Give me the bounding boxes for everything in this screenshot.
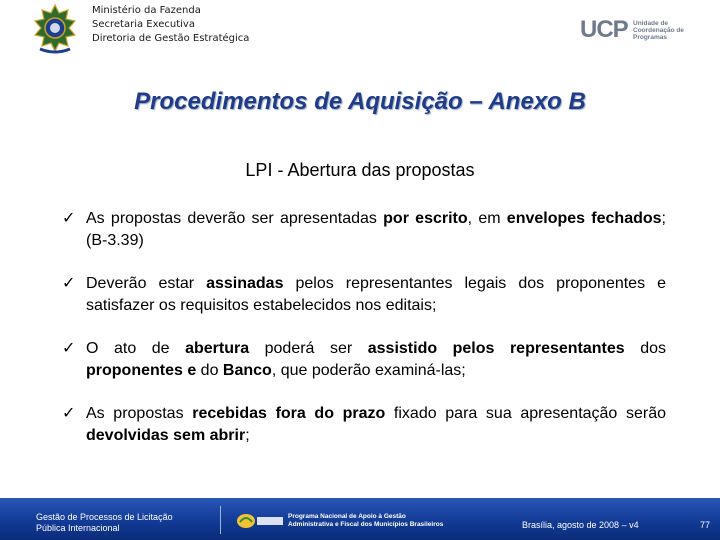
slide-footer xyxy=(0,498,720,540)
bullet-emphasis: assistido pelos representantes xyxy=(367,340,625,357)
slide-title: Procedimentos de Aquisição – Anexo B xyxy=(134,88,586,115)
bullet-text: ; xyxy=(245,427,250,444)
bullet-emphasis: abertura xyxy=(185,340,250,357)
ucp-sub-line: Programas xyxy=(633,34,667,41)
bullet-item xyxy=(62,273,666,317)
checkmark-icon: ✓ xyxy=(62,275,76,292)
bullet-item xyxy=(62,338,666,382)
bullet-text: Deverão estar xyxy=(86,275,207,292)
ucp-sub-line: Coordenação de xyxy=(633,27,684,34)
slide-header xyxy=(0,0,720,62)
footer-course-line: Pública Internacional xyxy=(36,523,120,533)
bullet-text: ; (B-3.39) xyxy=(86,210,666,249)
bullet-emphasis: recebidas fora do prazo xyxy=(192,405,386,422)
footer-date: Brasília, agosto de 2008 – v4 xyxy=(522,520,639,530)
ucp-logo-word: UCP xyxy=(580,16,628,43)
bullet-text: As propostas deverão ser apresentadas xyxy=(86,210,384,227)
checkmark-icon: ✓ xyxy=(62,210,76,227)
pnafm-logo-icon xyxy=(236,512,284,530)
bullet-text: poderá ser xyxy=(249,340,368,357)
footer-program-name xyxy=(288,513,443,529)
bullet-text: do xyxy=(196,362,223,379)
footer-program-line: Administrativa e Fiscal dos Municípios Brasileiros xyxy=(288,521,444,528)
bullet-text: pelos representantes legais dos proponentes e satisfazer os requisitos estabelecidos nos editais; xyxy=(86,275,666,314)
bullet-text: , em xyxy=(467,210,507,227)
checkmark-icon: ✓ xyxy=(62,405,76,422)
bullet-emphasis: assinadas xyxy=(206,275,284,292)
checkmark-icon: ✓ xyxy=(62,340,76,357)
bullet-emphasis: proponentes e xyxy=(86,362,197,379)
bullet-list xyxy=(62,208,666,468)
bullet-text: fixado para sua apresentação serão xyxy=(385,405,666,422)
ucp-logo-icon xyxy=(580,16,690,46)
footer-program-line: Programa Nacional de Apoio à Gestão xyxy=(288,513,406,520)
ministry-text xyxy=(92,4,249,46)
footer-course-title xyxy=(36,512,173,534)
ministry-line: Diretoria de Gestão Estratégica xyxy=(92,33,250,44)
ministry-line: Ministério da Fazenda xyxy=(92,5,201,16)
bullet-emphasis: envelopes fechados xyxy=(506,210,662,227)
ucp-logo-subtitle xyxy=(633,20,684,41)
footer-course-line: Gestão de Processos de Licitação xyxy=(36,512,173,522)
bullet-text: O ato de xyxy=(86,340,186,357)
bullet-emphasis: por escrito xyxy=(383,210,468,227)
coat-of-arms-icon xyxy=(30,3,80,55)
bullet-text: As propostas xyxy=(86,405,193,422)
ministry-line: Secretaria Executiva xyxy=(92,19,195,30)
page-number: 77 xyxy=(700,520,711,530)
ucp-sub-line: Unidade de xyxy=(633,20,669,27)
bullet-text: , que poderão examiná-las; xyxy=(271,362,466,379)
footer-divider xyxy=(220,506,221,534)
bullet-emphasis: Banco xyxy=(222,362,272,379)
bullet-text: dos xyxy=(624,340,666,357)
slide-subtitle: LPI - Abertura das propostas xyxy=(245,160,475,180)
bullet-item xyxy=(62,403,666,447)
bullet-item xyxy=(62,208,666,252)
bullet-emphasis: devolvidas sem abrir xyxy=(86,427,246,444)
